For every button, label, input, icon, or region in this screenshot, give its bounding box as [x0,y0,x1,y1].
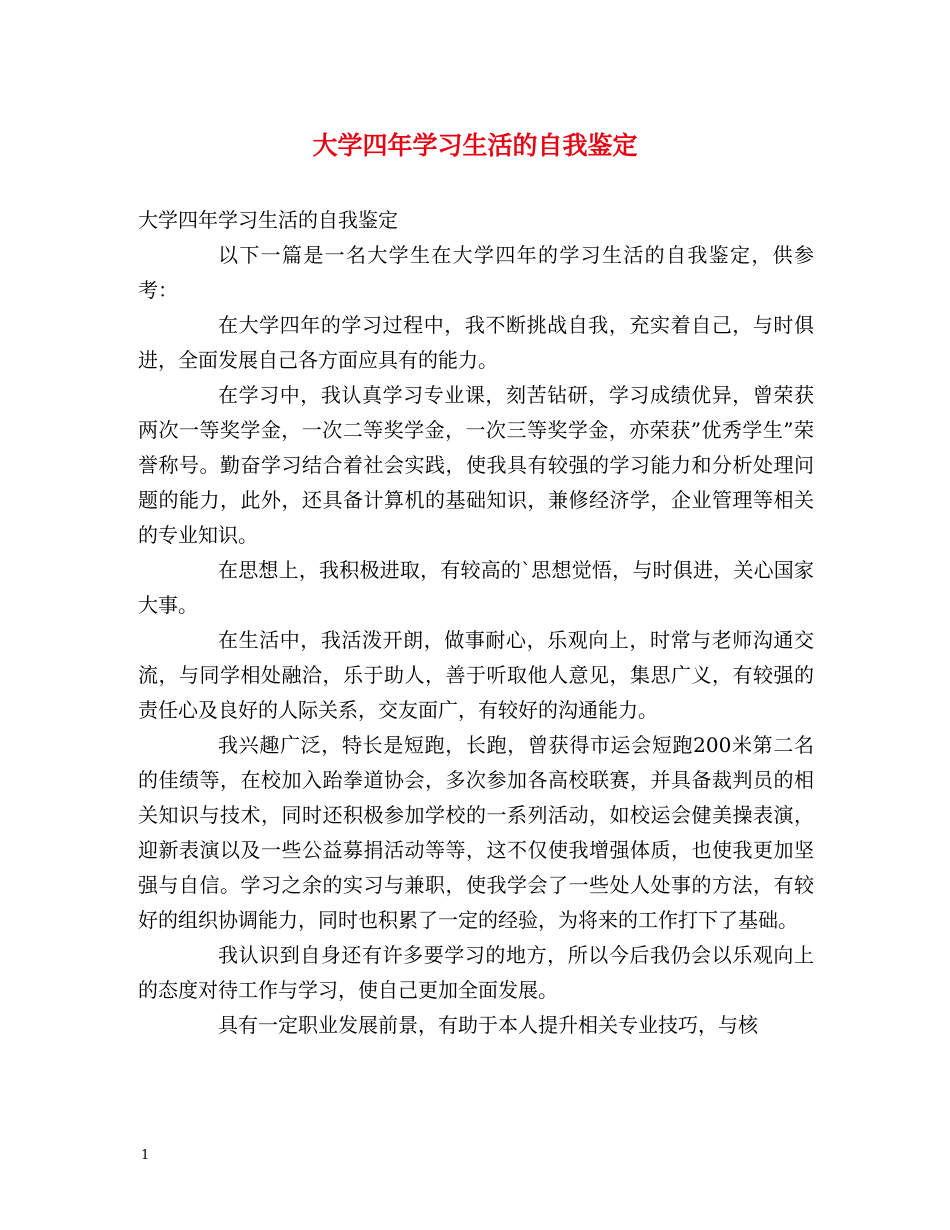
paragraph: 我认识到自身还有许多要学习的地方，所以今后我仍会以乐观向上的态度对待工作与学习，使自己更加全面发展。 [138,943,814,1002]
paragraph: 在大学四年的学习过程中，我不断挑战自我，充实着自己，与时俱进，全面发展自己各方面应具有的能力。 [138,313,814,372]
paragraph: 我兴趣广泛，特长是短跑，长跑，曾获得市运会短跑200米第二名的佳绩等，在校加入跆拳道协会，多次参加各高校联赛，并具备裁判员的相关知识与技术，同时还积极参加学校的一系列活动，如校运会健美操表演，迎新表演以及一些公益募捐活动等等，这不仅使我增强体质，也使我更加坚强与自信。学习之余的实习与兼职，使我学会了一些处人处事的方法，有较好的组织协调能力，同时也积累了一定的经验，为将来的工作打下了基础。 [138,733,814,932]
document-title: 大学四年学习生活的自我鉴定 [312,131,638,160]
document-body [138,203,814,1043]
paragraph: 在学习中，我认真学习专业课，刻苦钻研，学习成绩优异，曾荣获两次一等奖学金，一次二等奖学金，一次三等奖学金，亦荣获”优秀学生”荣誉称号。勤奋学习结合着社会实践，使我具有较强的学习能力和分析处理问题的能力，此外，还具备计算机的基础知识，兼修经济学，企业管理等相关的专业知识。 [138,383,814,547]
paragraph: 在生活中，我活泼开朗，做事耐心，乐观向上，时常与老师沟通交流，与同学相处融洽，乐于助人，善于听取他人意见，集思广义，有较强的责任心及良好的人际关系，交友面广，有较好的沟通能力。 [138,628,814,722]
document-subtitle: 大学四年学习生活的自我鉴定 [138,208,398,232]
paragraph: 以下一篇是一名大学生在大学四年的学习生活的自我鉴定，供参考： [138,243,814,302]
page-number: 1 [141,1148,150,1163]
paragraph: 具有一定职业发展前景，有助于本人提升相关专业技巧，与核 [218,1013,758,1037]
paragraph: 在思想上，我积极进取，有较高的`思想觉悟，与时俱进，关心国家大事。 [138,558,814,617]
